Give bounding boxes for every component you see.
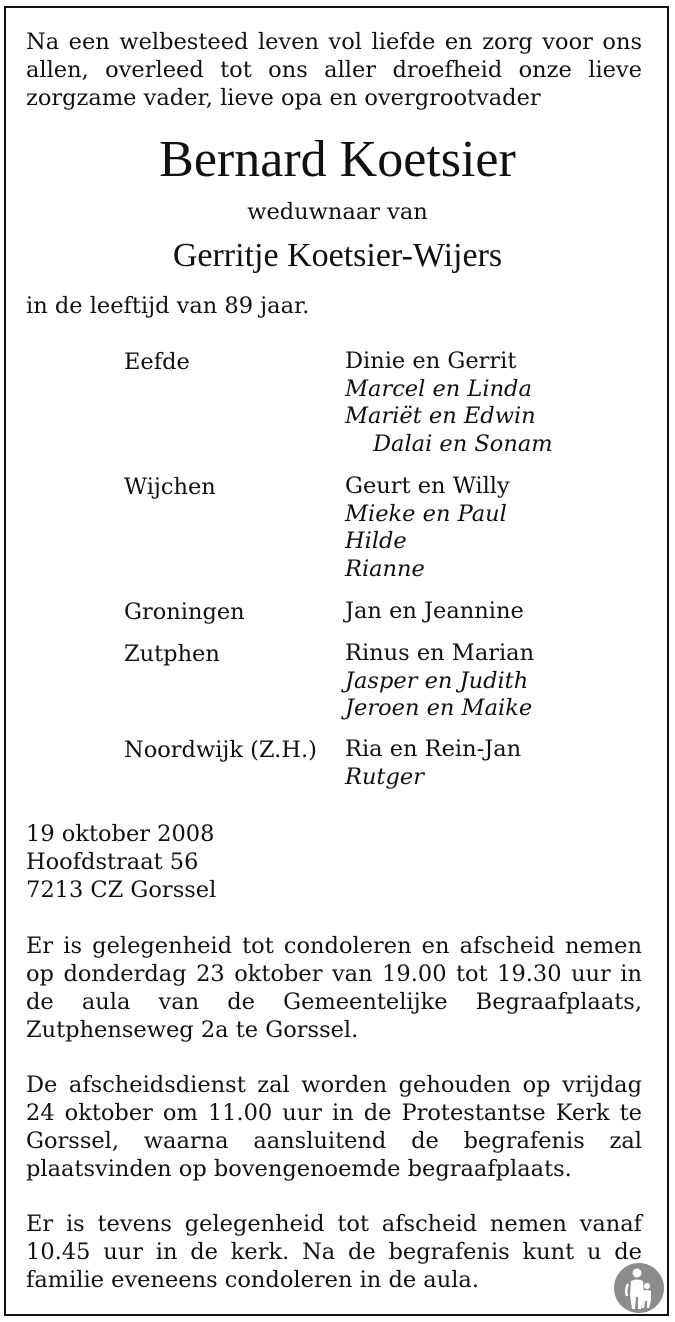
- intro-paragraph: [26, 28, 642, 112]
- family-place: Groningen: [124, 599, 245, 625]
- family-member: Hilde: [345, 528, 407, 554]
- family-member: Dalai en Sonam: [373, 430, 553, 457]
- address-block: [26, 820, 216, 904]
- service-line: De afscheidsdienst zal worden gehouden op vrijdag: [26, 1072, 642, 1098]
- widower-label: weduwnaar van: [247, 199, 428, 225]
- address-date: 19 oktober 2008: [26, 821, 215, 847]
- family-place: Zutphen: [124, 641, 220, 667]
- family-member: Marcel en Linda: [345, 375, 532, 402]
- condolence-line: Er is gelegenheid tot condoleren en afscheid nemen: [26, 933, 642, 959]
- family-names: [345, 640, 534, 723]
- service-line: plaatsvinden op bovengenoemde begraafplaats.: [26, 1156, 572, 1182]
- farewell-line: 10.45 uur in de kerk. Na de begrafenis kunt u de: [26, 1239, 642, 1265]
- address-postal-city: 7213 CZ Gorssel: [26, 877, 217, 903]
- family-member: Mieke en Paul: [345, 500, 507, 527]
- family-figures-logo-icon: [613, 1262, 665, 1314]
- family-member: Mariët en Edwin: [345, 403, 536, 429]
- family-member: Jasper en Judith: [345, 667, 529, 694]
- family-names: [345, 598, 524, 626]
- service-line: 24 oktober om 11.00 uur in de Protestantse Kerk te: [26, 1100, 642, 1126]
- family-member: Jan en Jeannine: [345, 598, 524, 624]
- deceased-name: Bernard Koetsier: [159, 131, 516, 188]
- family-names: [345, 348, 553, 458]
- condolence-line: op donderdag 23 oktober van 19.00 tot 19.30 uur in: [26, 961, 642, 987]
- age-line: in de leeftijd van 89 jaar.: [26, 293, 310, 319]
- family-names: [345, 736, 521, 791]
- condolence-line: Zutphenseweg 2a te Gorssel.: [26, 1017, 359, 1043]
- farewell-line: familie eveneens condoleren in de aula.: [26, 1267, 479, 1293]
- intro-line: Na een welbesteed leven vol liefde en zorg voor ons: [26, 29, 642, 55]
- family-member: Geurt en Willy: [345, 473, 510, 499]
- family-place: Noordwijk (Z.H.): [124, 737, 317, 763]
- family-member: Rutger: [345, 763, 424, 790]
- farewell-paragraph: [26, 1210, 642, 1294]
- address-street: Hoofdstraat 56: [26, 849, 199, 875]
- condolence-line: de aula van de Gemeentelijke Begraafplaats,: [26, 989, 642, 1015]
- family-place: Eefde: [124, 349, 190, 375]
- intro-line: zorgzame vader, lieve opa en overgrootvader: [26, 85, 541, 111]
- family-place: Wijchen: [124, 474, 216, 500]
- family-member: Jeroen en Maike: [345, 695, 533, 721]
- family-member: Rinus en Marian: [345, 640, 535, 666]
- family-names: [345, 473, 510, 583]
- service-paragraph: [26, 1071, 642, 1183]
- service-line: Gorssel, waarna aansluitend de begrafenis zal: [26, 1128, 642, 1154]
- spouse-name: Gerritje Koetsier-Wijers: [172, 237, 503, 274]
- farewell-line: Er is tevens gelegenheid tot afscheid nemen vanaf: [26, 1211, 642, 1237]
- family-member: Dinie en Gerrit: [345, 348, 517, 374]
- family-member: Rianne: [345, 555, 425, 582]
- condolence-paragraph: [26, 932, 642, 1044]
- family-member: Ria en Rein-Jan: [345, 736, 522, 762]
- intro-line: allen, overleed tot ons aller droefheid onze lieve: [26, 57, 642, 83]
